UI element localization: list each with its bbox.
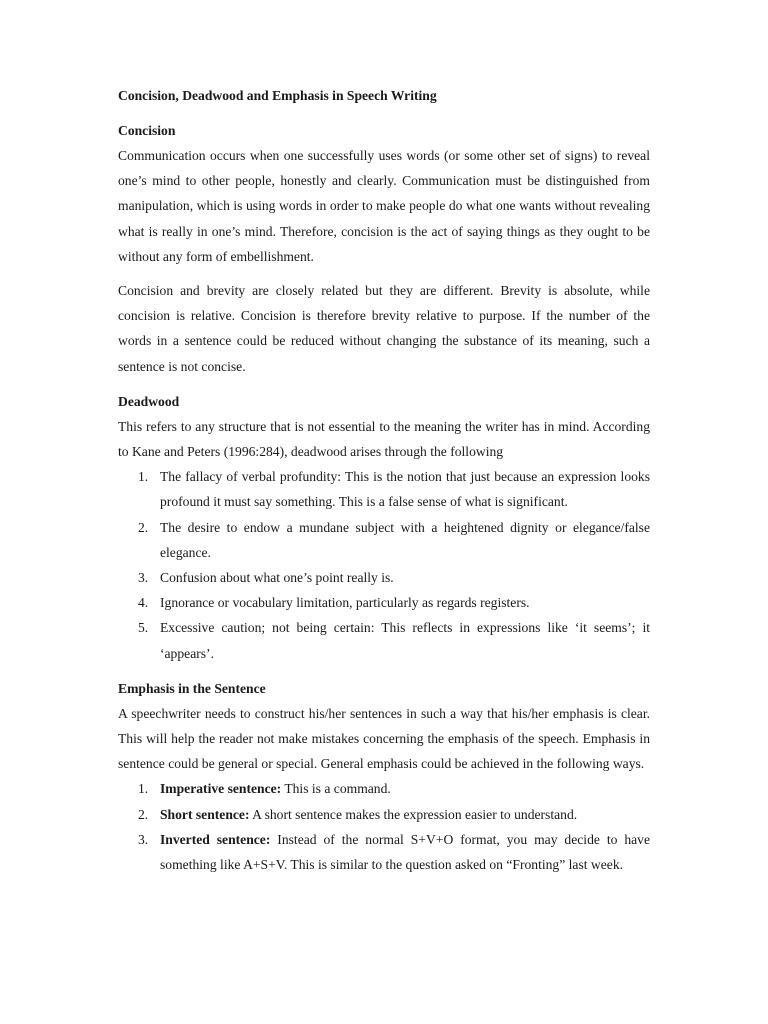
list-item-number: 5. [138, 620, 149, 636]
concision-paragraph-2: Concision and brevity are closely related but they are different. Brevity is absolute, while concision is relative. Concision is therefore brevity relative to purpose. If the number of the words in a sentence could be reduced without changing the substance of its meaning, such a sentence is not concise. [118, 283, 650, 374]
emphasis-intro-paragraph: A speechwriter needs to construct his/her sentences in such a way that his/her emphasis is clear. This will help the reader not make mistakes concerning the emphasis of the speech. Emphasis in sentence could be general or special. General emphasis could be achieved in the following ways. [118, 705, 650, 772]
list-item [118, 565, 650, 590]
list-item-text: The fallacy of verbal profundity: This is the notion that just because an expression looks profound it must say something. This is a false sense of what is significant. [160, 469, 650, 510]
list-item [118, 590, 650, 615]
list-item-lead: Short sentence: [160, 806, 250, 822]
list-item-number: 4. [138, 595, 149, 611]
list-item-lead: Inverted sentence: [160, 831, 271, 847]
deadwood-intro-paragraph: This refers to any structure that is not essential to the meaning the writer has in mind. According to Kane and Peters (1996:284), deadwood arises through the following [118, 418, 650, 460]
emphasis-list [118, 776, 650, 877]
list-item-text: Excessive caution; not being certain: This reflects in expressions like ‘it seems’; it ‘appears’. [160, 620, 650, 661]
section-heading-emphasis: Emphasis in the Sentence [118, 680, 266, 696]
list-item [118, 776, 650, 801]
list-item-lead: Imperative sentence: [160, 781, 282, 797]
list-item-text: A short sentence makes the expression easier to understand. [249, 806, 578, 822]
concision-paragraph-1: Communication occurs when one successfully uses words (or some other set of signs) to reveal one’s mind to other people, honestly and clearly. Communication must be distinguished from manipulation, which is using words in order to make people do what one wants without revealing what is really in one’s mind. Therefore, concision is the act of saying things as they ought to be without any form of embellishment. [118, 148, 650, 264]
deadwood-list [118, 464, 650, 666]
list-item-text: Ignorance or vocabulary limitation, particularly as regards registers. [160, 595, 530, 611]
list-item-text: The desire to endow a mundane subject with a heightened dignity or elegance/false elegance. [160, 519, 650, 560]
document-title: Concision, Deadwood and Emphasis in Speech Writing [118, 88, 437, 103]
list-item-number: 2. [138, 519, 149, 535]
list-item [118, 515, 650, 565]
list-item [118, 464, 650, 514]
list-item-text: Instead of the normal S+V+O format, you may decide to have something like A+S+V. This is similar to the question asked on “Fronting” last week. [160, 831, 650, 873]
list-item-number: 2. [138, 806, 149, 822]
list-item-text: Confusion about what one’s point really is. [160, 570, 394, 586]
list-item-text: This is a command. [281, 781, 391, 797]
section-heading-concision: Concision [118, 123, 176, 138]
section-heading-deadwood: Deadwood [118, 393, 180, 409]
list-item-number: 3. [138, 831, 149, 847]
list-item [118, 615, 650, 665]
list-item-number: 3. [138, 570, 149, 586]
list-item-number: 1. [138, 781, 149, 797]
list-item [118, 827, 650, 877]
list-item [118, 802, 650, 827]
document-page [118, 84, 650, 877]
list-item-number: 1. [138, 469, 149, 485]
